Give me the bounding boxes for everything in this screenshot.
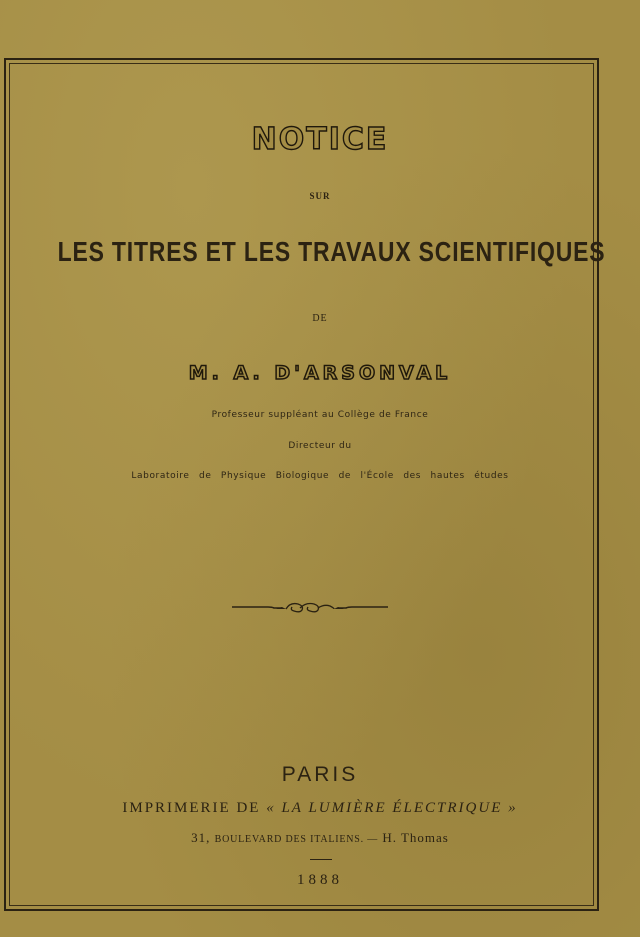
sur-label: SUR xyxy=(309,191,331,201)
publication-year: 1888 xyxy=(297,872,343,888)
imprint-printer xyxy=(0,800,640,817)
author-name: M. A. D'ARSONVAL xyxy=(188,362,452,384)
address-street: BOULEVARD DES ITALIENS. — xyxy=(214,834,379,845)
address-number: 31, xyxy=(191,830,211,845)
printer-name: « LA LUMIÈRE ÉLECTRIQUE » xyxy=(266,800,518,816)
main-title: LES TITRES ET LES TRAVAUX SCIENTIFIQUES xyxy=(57,236,606,267)
imprint-city: PARIS xyxy=(281,763,359,786)
role-line-2: Directeur du xyxy=(288,441,352,451)
notice-heading: NOTICE xyxy=(251,122,389,157)
printer-prefix: IMPRIMERIE DE xyxy=(122,800,261,816)
de-label: DE xyxy=(312,313,328,324)
scroll-ornament-icon xyxy=(230,598,390,618)
role-line-1: Professeur suppléant au Collège de France xyxy=(211,410,429,420)
imprint-address xyxy=(0,830,640,846)
role-line-3: Laboratoire de Physique Biologique de l'École des hautes études xyxy=(131,471,509,481)
publisher-name: H. Thomas xyxy=(382,830,449,845)
separator-dash xyxy=(310,859,332,860)
